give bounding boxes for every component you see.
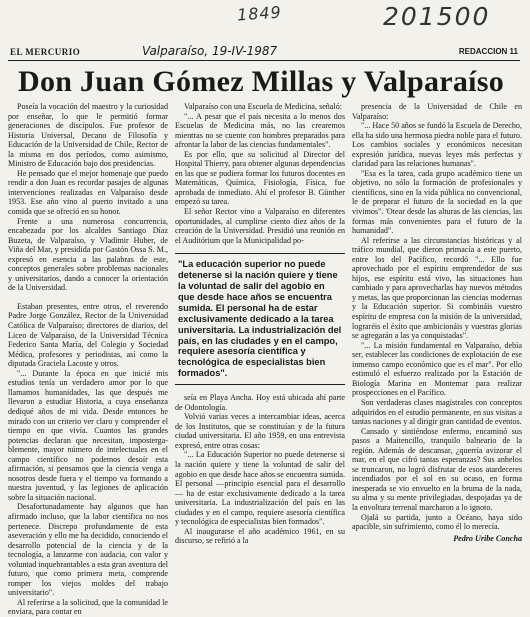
paragraph: Son verdaderas clases magistrales con conceptos adquiridos en el estudio permanente, en sus visitas a tantas naciones y al dirigir gran cantidad de eventos. — [352, 397, 522, 427]
handwritten-year: 1849 — [236, 2, 283, 25]
byline: Pedro Uribe Concha — [453, 533, 522, 543]
column-3 — [352, 102, 522, 595]
paragraph: Al referirse a la solicitud, que la comunidad le enviara, para contar en — [8, 597, 168, 617]
paragraph: Cansado y sintiéndose enfermo, encaminó sus pasos a Maitencillo, tranquilo balneario de la región. Además de descansar, ¿querría avizorar el mar, en el que cifró tantas esperanzas? Sus anhelos se truncaron, no logró disfrutar de esos atardeceres incendiados por el sol en su ocaso, en forma inesperada se vio envuelto en la bruma de la nada, su alma y su mente privilegiadas, despojadas ya de la envoltura terrenal marcharon a lo ignoto. — [352, 426, 522, 512]
column-1 — [8, 102, 169, 617]
paragraph: "... La Educación Superior no puede detenerse si la nación quiere y tiene la voluntad de salir del agobio en que desde hace años se encuentra sumida. El personal —principio esencial para el desarrollo— ha de estar exclusivamente dedicado a la tarea universitaria. La industrialización del país en las ciudades y en el campo, requiere asesoría científica y tecnológica de especialistas bien formados". — [175, 450, 345, 527]
section-label: REDACCION 11 — [458, 47, 518, 56]
handwritten-dateline: Valparaíso, 19-IV-1987 — [142, 44, 278, 58]
paragraph: Estaban presentes, entre otros, el reverendo Padre Jorge González, Rector de la Universidad Católica de Valparaíso; directores de diarios, del Liceo de Valparaíso, de la Universidad Técnica Federico Santa María, del Colegio y Sociedad Médica, profesores y periodistas, así como la diputada Graciela Lacoste y otros. — [8, 301, 168, 369]
paragraph: Al referirse a las circunstancias históricas y al tráfico mundial, que dieron primacía a este puerto, entre los del Pacífico, recordó "... Ello fue aprovechado por el espíritu emprendedor de sus hijos, ese espíritu está vivo, las situaciones han cambiado y para aprovecharlas hay nuevos métodos y metas, las que proporcionan las ciencias modernas y la Educación superior. Si combináis vuestro espíritu de empresa con la misión de la universidad, lograréis el éxito que ambicionáis y vuestras glorias se agregarán a las ya conquistadas". — [352, 235, 522, 341]
column-2 — [175, 102, 345, 595]
paragraph: "... Hace 50 años se fundó la Escuela de Derecho, ella ha sido una hermosa piedra noble para el futuro. Los cambios sociales y económicos necesitan expresión jurídica, nuevas leyes más perfectas y claridad para las relaciones humanas". — [352, 121, 522, 169]
pull-quote: "La educación superior no puede detenerse si la nación quiere y tiene la voluntad de salir del agobio en que desde hace años se encuentra sumida. El personal ha de estar exclusivamente dedicado a la tarea universitaria. La industrialización del país, en las ciudades y en el campo, requiere asesoría científica y tecnológica de especialistas bien formados". — [175, 253, 345, 385]
paragraph: Frente a una numerosa concurrencia, encabezada por los alcaldes Santiago Díaz Buzeta, de Valparaíso, y Vladimir Huber, de Viña del Mar, y presidida por Gastón Ossa S. M., expresó en esencia a las palabras de este, conceptos generales sobre problemas nacionales y universitarios, dando a conocer la orientación de la Universidad. — [8, 216, 168, 293]
paragraph: "... A pesar que el país necesita a lo menos dos Escuelas de Medicina más, no las crearemos mientras no se cuente con hombres preparados para afrontar la labor de las ciencias fundamentales". — [175, 111, 345, 150]
paragraph: presencia de la Universidad de Chile en Valparaíso: — [352, 102, 522, 121]
paragraph: Valparaíso con una Escuela de Medicina, señaló: — [184, 102, 342, 111]
paragraph: "... Durante la época en que inicié mis estudios tenía un verdadero amor por lo que llamamos humanidades, las que después me llevaron a estudiar Historia, a cuya enseñanza dediqué años de mi vida. Desde entonces he mirado con un criterio ver claro y comprender el tiempo en que vivía. Cuantos las grandes potencias declaran que necesitan, impostergablemente, mayor número de intelectuales en el campo científico no podemos desoír esta afirmación, si pensamos que la ciencia venga a nosotros desde fuera y el tiempo va formando a nuestra juventud, y las legiones de aplicación sobre la situación nacional. — [8, 368, 168, 502]
paragraph: Volvió varias veces a intercambiar ideas, acerca de los Institutos, que se constituían y de la futura ciudad universitaria. El año 1959, en una entrevista expresó, entre otras cosas: — [175, 412, 345, 450]
paragraph: "Esa es la tarea, cada grupo académico tiene un objetivo, no sólo la formación de profesionales y científicos, sino en la vida pública no convencional, le de preparar el futuro de la sociedad en la que vivimos". 'Otear desde las alturas de las ciencias, las formas más convenientes para el futuro de la humanidad". — [352, 168, 522, 236]
handwritten-number: 201500 — [383, 2, 491, 31]
paragraph: Desafortunadamente hay algunos que han afirmado incluso, que la labor científica no nos pertenece. Discrepo profundamente de esta aseveración y ello me ha decidido, conociendo el desarrollo potencial de la ciencia y de la tecnología, a lanzarme con audacia, con valor y voluntad inquebrantables a esta gran aventura del futuro, que como primera meta, comprende romper los viejos moldes del trabajo universitario". — [8, 502, 169, 598]
paragraph: Es por ello, que su solicitud al Director del Hospital Thierry, para obtener algunas dependencias en las que se pudiera formar los futuros docentes en Matemáticas, Química, Fisiología, Física, fue aprobada de inmediato. Ahí el profesor B. Günther empezó su tarea. — [175, 149, 345, 207]
spacer — [8, 293, 168, 302]
paragraph: He pensado que el mejor homenaje que puedo rendir a don Juan es recordar pasajes de algunas intervenciones realizadas en Valparaíso desde 1953. Ese año vino al puerto invitado a una comida que se ofreció en su honor. — [8, 168, 168, 217]
paragraph: seía en Playa Ancha. Hoy está ubicada ahí parte de Odontología. — [175, 393, 345, 412]
newspaper-name: EL MERCURIO — [10, 47, 81, 57]
headline: Don Juan Gómez Millas y Valparaíso — [18, 65, 505, 98]
paragraph: Poseía la vocación del maestro y la curiosidad por enseñar, lo que le permitió formar generaciones de discípulos. Fue profesor de Historia Universal, Decano de Filosofía y Educación de la Universidad de Chile, Rector de la misma en dos períodos, como asimismo, Ministro de Educación bajo dos presidencias. — [8, 102, 168, 169]
paragraph: Ojalá su partida, junto a Océano, haya sido apacible, sin sufrimiento, como él lo merecía. — [352, 512, 522, 532]
paragraph: "... La misión fundamental en Valparaíso, debía ser, establecer las condiciones de explotación de ese inmenso campo económico que es el mar". Por ello estimuló el esfuerzo realizado por la Estación de Biología Marina en Montemar para realizar prospecciones en el Pacífico. — [352, 340, 522, 398]
paragraph: Al inaugurarse el año académico 1961, en su discurso, se refirió a la — [175, 526, 345, 546]
paragraph: El señor Rector vino a Valparaíso en diferentes oportunidades, al cumplirse ciento diez años de la creación de la Universidad. Presidió una reunión en el Auditórium que la Municipalidad po- — [175, 207, 345, 245]
